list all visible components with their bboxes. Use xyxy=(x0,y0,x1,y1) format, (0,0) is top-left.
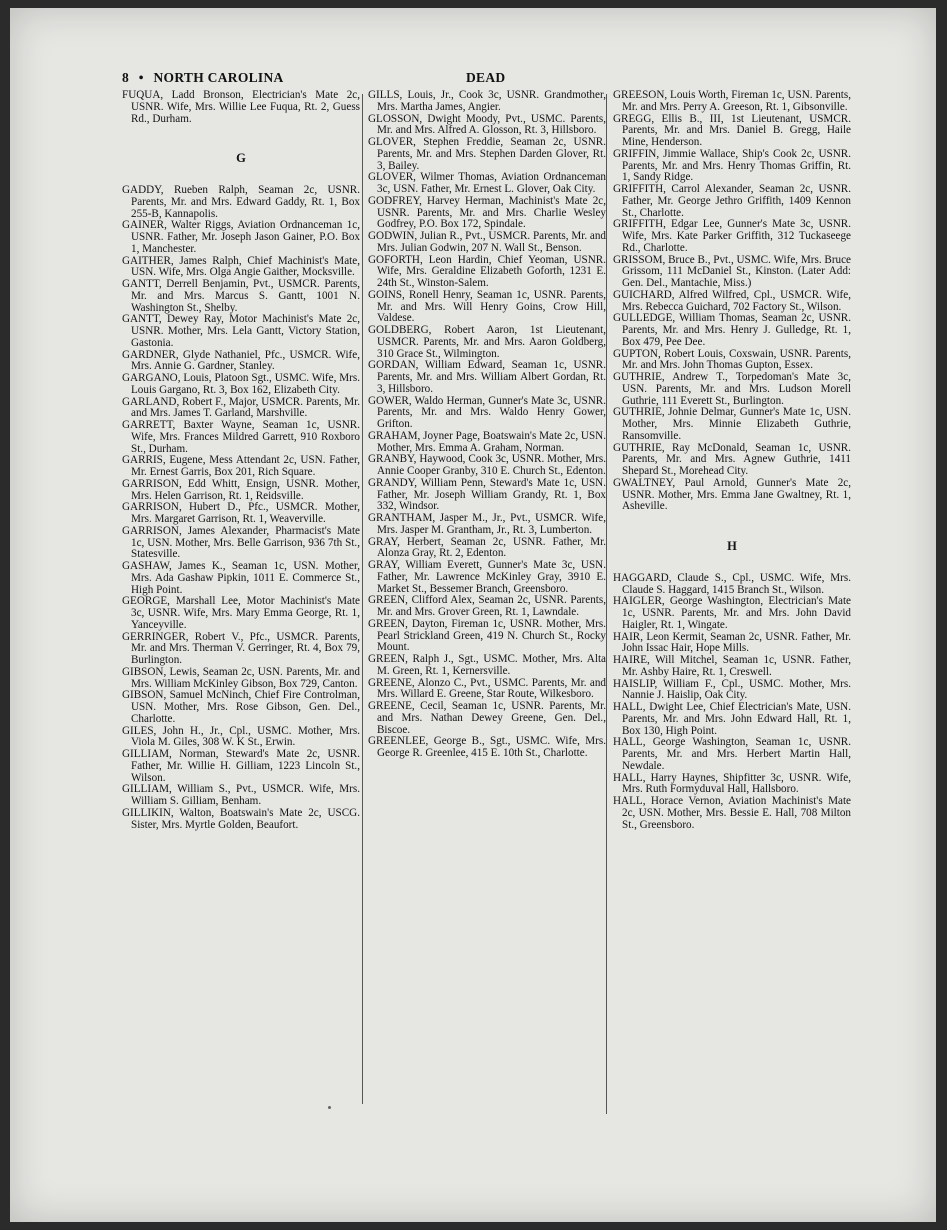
page-header xyxy=(10,68,936,90)
casualty-entry: GRAHAM, Joyner Page, Boatswain's Mate 2c, USN. Mother, Mrs. Emma A. Graham, Norman. xyxy=(368,429,606,454)
casualty-entry: GARRISON, James Alexander, Pharmacist's Mate 1c, USN. Mother, Mrs. Belle Garrison, 936 7th St., Statesville. xyxy=(122,524,360,561)
casualty-entry: GUTHRIE, Ray McDonald, Seaman 1c, USNR. Parents, Mr. and Mrs. Agnew Guthrie, 1411 Shepard St., Morehead City. xyxy=(613,441,851,477)
casualty-entry: GRANBY, Haywood, Cook 3c, USNR. Mother, Mrs. Annie Cooper Granby, 310 E. Church St., Edenton. xyxy=(368,453,606,477)
header-section: DEAD xyxy=(466,70,506,85)
section-letter: G xyxy=(236,151,246,166)
paper-speck xyxy=(328,1106,331,1109)
casualty-entry: GRIFFITH, Carrol Alexander, Seaman 2c, USNR. Father, Mr. George Jethro Griffith, 1409 Kennon St., Charlotte. xyxy=(613,183,851,219)
casualty-entry: GRANTHAM, Jasper M., Jr., Pvt., USMCR. Wife, Mrs. Jasper M. Grantham, Jr., Rt. 3, Lumberton. xyxy=(368,512,606,536)
header-state: NORTH CAROLINA xyxy=(153,70,284,85)
casualty-entry: GREENLEE, George B., Sgt., USMC. Wife, Mrs. George R. Greenlee, 415 E. 10th St., Charlotte. xyxy=(368,735,606,759)
casualty-entry: GEORGE, Marshall Lee, Motor Machinist's Mate 3c, USNR. Wife, Mrs. Mary Emma George, Rt. 1, Yanceyville. xyxy=(122,595,360,631)
casualty-entry: GLOVER, Wilmer Thomas, Aviation Ordnanceman 3c, USN. Father, Mr. Ernest L. Glover, Oak City. xyxy=(368,171,606,195)
casualty-entry: HALL, Harry Haynes, Shipfitter 3c, USNR. Wife, Mrs. Ruth Formyduval Hall, Hallsboro. xyxy=(613,771,851,796)
casualty-entry: GUTHRIE, Johnie Delmar, Gunner's Mate 1c, USN. Mother, Mrs. Minnie Elizabeth Guthrie, Ransomville. xyxy=(613,406,851,442)
casualty-entry: GRAY, William Everett, Gunner's Mate 3c, USN. Father, Mr. Lawrence McKinley Gray, 3910 E. Market St., Bessemer Branch, Greensboro. xyxy=(368,559,606,595)
casualty-entry: GARGANO, Louis, Platoon Sgt., USMC. Wife, Mrs. Louis Gargano, Rt. 3, Box 162, Elizabeth City. xyxy=(122,372,360,396)
text-column-2 xyxy=(368,90,606,760)
casualty-entry: GUICHARD, Alfred Wilfred, Cpl., USMCR. Wife, Mrs. Rebecca Guichard, 702 Factory St., Wilson. xyxy=(613,288,851,313)
casualty-entry: FUQUA, Ladd Bronson, Electrician's Mate 2c, USNR. Wife, Mrs. Willie Lee Fuqua, Rt. 2, Guess Rd., Durham. xyxy=(122,89,360,125)
casualty-entry: HALL, George Washington, Seaman 1c, USNR. Parents, Mr. and Mrs. Herbert Martin Hall, Newdale. xyxy=(613,736,851,772)
casualty-entry: GWALTNEY, Paul Arnold, Gunner's Mate 2c, USNR. Mother, Mrs. Emma Jane Gwaltney, Rt. 1, Asheville. xyxy=(613,476,851,513)
casualty-entry: GILES, John H., Jr., Cpl., USMC. Mother, Mrs. Viola M. Giles, 308 W. K St., Erwin. xyxy=(122,724,360,749)
casualty-entry: GREENE, Alonzo C., Pvt., USMC. Parents, Mr. and Mrs. Willard E. Greene, Star Route, Wilkesboro. xyxy=(368,676,606,701)
casualty-entry: GREEN, Clifford Alex, Seaman 2c, USNR. Parents, Mr. and Mrs. Grover Green, Rt. 1, Lawndale. xyxy=(368,594,606,618)
casualty-entry: GULLEDGE, William Thomas, Seaman 2c, USNR. Parents, Mr. and Mrs. Henry J. Gulledge, Rt. 1, Box 479, Pee Dee. xyxy=(613,312,851,348)
casualty-entry: GOFORTH, Leon Hardin, Chief Yeoman, USNR. Wife, Mrs. Geraldine Elizabeth Goforth, 1231 E. 24th St., Winston-Salem. xyxy=(368,253,606,289)
casualty-entry: GARDNER, Glyde Nathaniel, Pfc., USMCR. Wife, Mrs. Annie G. Gardner, Stanley. xyxy=(122,348,360,373)
casualty-entry: GARRIS, Eugene, Mess Attendant 2c, USN. Father, Mr. Ernest Garris, Box 201, Rich Square. xyxy=(122,454,360,478)
casualty-entry: GILLIAM, William S., Pvt., USMCR. Wife, Mrs. William S. Gilliam, Benham. xyxy=(122,783,360,807)
casualty-entry: GREEN, Dayton, Fireman 1c, USNR. Mother, Mrs. Pearl Strickland Green, 419 N. Church St., Rocky Mount. xyxy=(368,617,606,654)
casualty-entry: GOINS, Ronell Henry, Seaman 1c, USNR. Parents, Mr. and Mrs. Will Henry Goins, Crow Hill, Valdese. xyxy=(368,288,606,325)
casualty-entry: GORDAN, William Edward, Seaman 1c, USNR. Parents, Mr. and Mrs. William Albert Gordan, Rt. 3, Hillsboro. xyxy=(368,359,606,395)
casualty-entry: GIBSON, Lewis, Seaman 2c, USN. Parents, Mr. and Mrs. William McKinley Gibson, Box 729, Canton. xyxy=(122,665,360,690)
casualty-entry: GLOVER, Stephen Freddie, Seaman 2c, USNR. Parents, Mr. and Mrs. Stephen Darden Glover, Rt. 3, Bailey. xyxy=(368,136,606,172)
casualty-entry: GRAY, Herbert, Seaman 2c, USNR. Father, Mr. Alonza Gray, Rt. 2, Edenton. xyxy=(368,535,606,560)
casualty-entry: HAISLIP, William F., Cpl., USMC. Mother, Mrs. Nannie J. Haislip, Oak City. xyxy=(613,677,851,702)
casualty-entry: GAINER, Walter Riggs, Aviation Ordnanceman 1c, USNR. Father, Mr. Joseph Jason Gainer, P.O. Box 1, Manchester. xyxy=(122,219,360,255)
casualty-entry: GANTT, Dewey Ray, Motor Machinist's Mate 2c, USNR. Mother, Mrs. Lela Gantt, Victory Station, Gastonia. xyxy=(122,313,360,349)
casualty-entry: HALL, Dwight Lee, Chief Electrician's Mate, USN. Parents, Mr. and Mrs. John Edward Hall, Rt. 1, Box 130, High Point. xyxy=(613,701,851,737)
casualty-entry: GERRINGER, Robert V., Pfc., USMCR. Parents, Mr. and Mrs. Therman V. Gerringer, Rt. 4, Box 79, Burlington. xyxy=(122,630,360,666)
casualty-entry: GADDY, Rueben Ralph, Seaman 2c, USNR. Parents, Mr. and Mrs. Edward Gaddy, Rt. 1, Box 255-B, Kannapolis. xyxy=(122,184,360,220)
casualty-entry: GASHAW, James K., Seaman 1c, USN. Mother, Mrs. Ada Gashaw Pipkin, 1011 E. Commerce St., High Point. xyxy=(122,560,360,596)
casualty-entry: GREESON, Louis Worth, Fireman 1c, USN. Parents, Mr. and Mrs. Perry A. Greeson, Rt. 1, Gibsonville. xyxy=(613,89,851,113)
casualty-entry: GILLS, Louis, Jr., Cook 3c, USNR. Grandmother, Mrs. Martha James, Angier. xyxy=(368,89,606,113)
casualty-entry: GILLIAM, Norman, Steward's Mate 2c, USNR. Father, Mr. Willie H. Gilliam, 1223 Lincoln St., Wilson. xyxy=(122,748,360,784)
casualty-entry: GREENE, Cecil, Seaman 1c, USNR. Parents, Mr. and Mrs. Nathan Dewey Greene, Gen. Del., Biscoe. xyxy=(368,700,606,736)
page-number: 8 xyxy=(122,70,130,85)
text-column-3 xyxy=(613,90,851,831)
casualty-entry: GILLIKIN, Walton, Boatswain's Mate 2c, USCG. Sister, Mrs. Myrtle Golden, Beaufort. xyxy=(122,806,360,831)
header-bullet: • xyxy=(138,70,144,85)
casualty-entry: GIBSON, Samuel McNinch, Chief Fire Controlman, USN. Mother, Mrs. Rose Gibson, Gen. Del., Charlotte. xyxy=(122,689,360,725)
column-divider-2 xyxy=(606,94,607,1114)
casualty-entry: GLOSSON, Dwight Moody, Pvt., USMC. Parents, Mr. and Mrs. Alfred A. Glosson, Rt. 3, Hillsboro. xyxy=(368,112,606,137)
casualty-entry: HAGGARD, Claude S., Cpl., USMC. Wife, Mrs. Claude S. Haggard, 1415 Branch St., Wilson. xyxy=(613,571,851,596)
casualty-entry: GARRETT, Baxter Wayne, Seaman 1c, USNR. Wife, Mrs. Frances Mildred Garrett, 910 Roxboro St., Durham. xyxy=(122,419,360,455)
casualty-entry: GODFREY, Harvey Herman, Machinist's Mate 2c, USNR. Parents, Mr. and Mrs. Charlie Wesley Godfrey, P.O. Box 172, Spindale. xyxy=(368,194,606,231)
casualty-entry: GARRISON, Hubert D., Pfc., USMCR. Mother, Mrs. Margaret Garrison, Rt. 1, Weaverville. xyxy=(122,501,360,525)
column-divider-1 xyxy=(362,94,363,1104)
section-letter: H xyxy=(727,539,737,553)
casualty-entry: GAITHER, James Ralph, Chief Machinist's Mate, USN. Wife, Mrs. Olga Angie Gaither, Mocksville. xyxy=(122,254,360,279)
casualty-entry: GOLDBERG, Robert Aaron, 1st Lieutenant, USMCR. Parents, Mr. and Mrs. Aaron Goldberg, 310 Grace St., Wilmington. xyxy=(368,324,606,360)
casualty-entry: HALL, Horace Vernon, Aviation Machinist's Mate 2c, USN. Mother, Mrs. Bessie E. Hall, 708 Milton St., Greensboro. xyxy=(613,795,851,831)
casualty-entry: HAIRE, Will Mitchel, Seaman 1c, USNR. Father, Mr. Ashby Haire, Rt. 1, Creswell. xyxy=(613,654,851,678)
casualty-entry: GODWIN, Julian R., Pvt., USMCR. Parents, Mr. and Mrs. Julian Godwin, 207 N. Wall St., Benson. xyxy=(368,230,606,254)
casualty-entry: GUPTON, Robert Louis, Coxswain, USNR. Parents, Mr. and Mrs. John Thomas Gupton, Essex. xyxy=(613,347,851,372)
casualty-entry: GARLAND, Robert F., Major, USMCR. Parents, Mr. and Mrs. James T. Garland, Marshville. xyxy=(122,395,360,420)
casualty-entry: GRIFFIN, Jimmie Wallace, Ship's Cook 2c, USNR. Parents, Mr. and Mrs. Henry Thomas Griffin, Rt. 1, Sandy Ridge. xyxy=(613,147,851,184)
casualty-entry: GANTT, Derrell Benjamin, Pvt., USMCR. Parents, Mr. and Mrs. Marcus S. Gantt, 1001 N. Washington St., Shelby. xyxy=(122,278,360,314)
casualty-entry: GARRISON, Edd Whitt, Ensign, USNR. Mother, Mrs. Helen Garrison, Rt. 1, Reidsville. xyxy=(122,477,360,502)
casualty-entry: GOWER, Waldo Herman, Gunner's Mate 3c, USNR. Parents, Mr. and Mrs. Waldo Henry Gower, Grifton. xyxy=(368,394,606,430)
casualty-entry: HAIGLER, George Washington, Electrician's Mate 1c, USNR. Parents, Mr. and Mrs. John David Haigler, Rt. 1, Wingate. xyxy=(613,595,851,631)
casualty-entry: GUTHRIE, Andrew T., Torpedoman's Mate 3c, USN. Parents, Mr. and Mrs. Ludson Morell Guthrie, 111 Everett St., Burlington. xyxy=(613,371,851,407)
casualty-entry: GREGG, Ellis B., III, 1st Lieutenant, USMCR. Parents, Mr. and Mrs. Daniel B. Gregg, Haile Mine, Henderson. xyxy=(613,112,851,148)
casualty-entry: GRISSOM, Bruce B., Pvt., USMC. Wife, Mrs. Bruce Grissom, 111 McDaniel St., Kinston. (Later Add: Gen. Del., Mantachie, Miss.) xyxy=(613,253,851,289)
casualty-entry: GRIFFITH, Edgar Lee, Gunner's Mate 3c, USNR. Wife, Mrs. Kate Parker Griffith, 312 Tuckaseege Rd., Charlotte. xyxy=(613,218,851,254)
document-page xyxy=(10,8,936,1222)
casualty-entry: HAIR, Leon Kermit, Seaman 2c, USNR. Father, Mr. John Issac Hair, Hope Mills. xyxy=(613,630,851,655)
casualty-entry: GRANDY, William Penn, Steward's Mate 1c, USN. Father, Mr. Joseph William Grandy, Rt. 1, Box 332, Windsor. xyxy=(368,476,606,513)
casualty-entry: GREEN, Ralph J., Sgt., USMC. Mother, Mrs. Alta M. Green, Rt. 1, Kernersville. xyxy=(368,653,606,677)
text-column-1 xyxy=(122,90,360,831)
